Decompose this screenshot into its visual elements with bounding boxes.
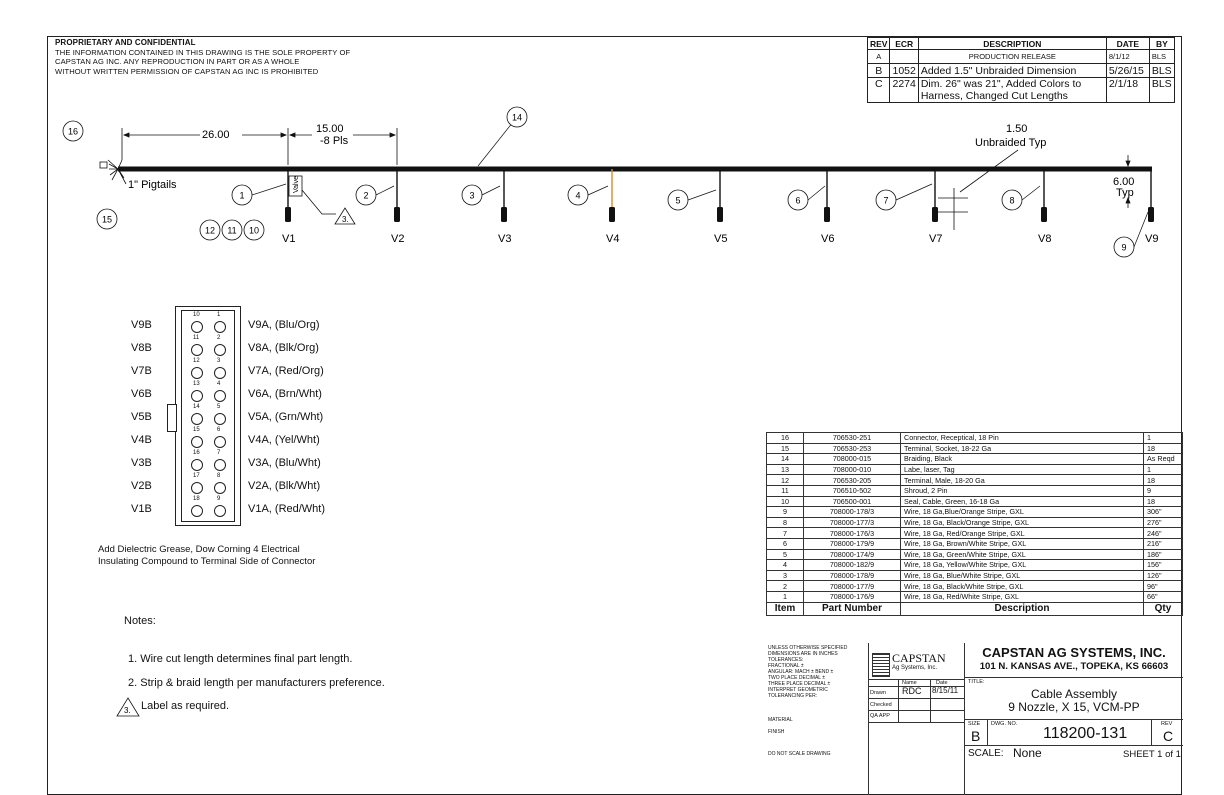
balloon-number: 4	[575, 190, 581, 201]
connector-diagram	[175, 306, 241, 526]
description-cell: Connector, Receptical, 18 Pin	[901, 433, 1144, 444]
date-cell: 2/1/18	[1106, 78, 1149, 103]
pin-label-left: V8B	[131, 342, 152, 354]
balloon-number: 3	[469, 190, 475, 201]
description-cell: Wire, 18 Ga, Black/White Stripe, GXL	[901, 581, 1144, 592]
item-cell: 11	[767, 485, 804, 496]
pin-socket	[191, 459, 203, 471]
balloon-leader	[588, 186, 608, 195]
item-cell: 16	[767, 433, 804, 444]
dwg-label: DWG. NO.	[991, 721, 1018, 727]
company-name: CAPSTAN AG SYSTEMS, INC.	[982, 645, 1166, 660]
bom-row	[767, 433, 1183, 444]
pin-number: 16	[193, 450, 200, 456]
part-number-cell: 706530-251	[804, 433, 901, 444]
tolerance-line: THREE PLACE DECIMAL ±	[768, 681, 831, 687]
grid-line	[868, 686, 964, 687]
balloon-number: 11	[227, 225, 237, 236]
drawing-title-1: Cable Assembly	[1030, 687, 1118, 701]
description-cell: Wire, 18 Ga, Blue/White Stripe, GXL	[901, 570, 1144, 581]
part-number-cell: 708000-178/3	[804, 507, 901, 518]
valve-label: V8	[1038, 233, 1052, 245]
desc-header: Description	[901, 602, 1144, 615]
pin-socket	[191, 344, 203, 356]
terminal-plug	[394, 207, 400, 222]
item-cell: 13	[767, 464, 804, 475]
approval-grid	[868, 679, 964, 736]
pigtail-fan	[108, 160, 126, 184]
pin-socket	[191, 413, 203, 425]
confidential-line: CAPSTAN AG INC. ANY REPRODUCTION IN PART OR AS A WHOLE	[55, 57, 300, 66]
connector-key	[167, 404, 177, 432]
bom-row	[767, 454, 1183, 465]
notes-title: Notes:	[124, 615, 156, 627]
desc-line: Dim. 26" was 21", Added Colors to	[920, 78, 1082, 90]
pin-socket	[214, 505, 226, 517]
ecr-cell: 1052	[890, 64, 918, 78]
part-number-cell: 706500-001	[804, 496, 901, 507]
pigtails-label: 1" Pigtails	[128, 179, 177, 191]
grid-line	[965, 745, 1183, 746]
tolerance-line: ANGULAR: MACH ± BEND ±	[768, 669, 834, 675]
pin-label-right: V9A, (Blu/Org)	[248, 319, 320, 331]
pin-number: 17	[193, 473, 200, 479]
item-cell: 14	[767, 454, 804, 465]
qty-cell: 1	[1144, 433, 1183, 444]
grease-line: Add Dielectric Grease, Dow Corning 4 Electrical	[98, 544, 300, 555]
bom-row	[767, 560, 1183, 571]
balloon-number: 10	[248, 225, 260, 236]
valve-tag-text: Valve	[293, 176, 300, 193]
item-cell: 15	[767, 443, 804, 454]
size-value: B	[971, 728, 981, 744]
date-header: DATE	[1106, 38, 1149, 50]
item-cell: 12	[767, 475, 804, 486]
connector-stub	[100, 162, 107, 168]
rev-cell: C	[868, 78, 890, 103]
qty-cell: 306"	[1144, 507, 1183, 518]
typ-value: 6.00	[1113, 176, 1135, 188]
valve-label: V5	[714, 233, 728, 245]
bom-row	[767, 485, 1183, 496]
part-number-cell: 708000-176/3	[804, 528, 901, 539]
terminal-plug	[285, 207, 291, 222]
dim-8pls: -8 Pls	[320, 135, 349, 147]
pin-number: 14	[193, 404, 200, 410]
bom-row	[767, 517, 1183, 528]
terminal-plug	[501, 207, 507, 222]
tolerance-line: TOLERANCES:	[768, 657, 804, 663]
flag-leader	[302, 190, 336, 214]
part-number-cell: 706530-253	[804, 443, 901, 454]
balloon-number: 16	[67, 126, 79, 137]
item-cell: 8	[767, 517, 804, 528]
description-cell: Wire, 18 Ga, Black/Orange Stripe, GXL	[901, 517, 1144, 528]
bill-of-materials	[766, 432, 1183, 616]
qty-cell: 276"	[1144, 517, 1183, 528]
rev-cell: B	[868, 64, 890, 78]
note-item: 1. Wire cut length determines final part length.	[128, 653, 353, 665]
bom-row	[767, 538, 1183, 549]
scale-value: None	[1013, 746, 1042, 760]
grid-line	[1151, 719, 1152, 745]
description-cell: Braiding, Black	[901, 454, 1144, 465]
pin-number: 2	[217, 335, 221, 341]
by-cell: BLS	[1149, 78, 1174, 103]
by-header: BY	[1149, 38, 1174, 50]
pin-label-left: V9B	[131, 319, 152, 331]
pin-socket	[191, 436, 203, 448]
part-number-cell: 708000-177/9	[804, 581, 901, 592]
pin-label-right: V2A, (Blk/Wht)	[248, 480, 321, 492]
desc-cell: Added 1.5" Unbraided Dimension	[918, 64, 1106, 78]
item-header: Item	[767, 602, 804, 615]
balloon-leader	[896, 184, 932, 200]
pin-label-left: V3B	[131, 457, 152, 469]
balloon-leader	[1022, 186, 1040, 200]
balloon-number: 15	[101, 214, 113, 225]
balloon-number: 5	[675, 195, 681, 206]
tolerance-line: FINISH	[768, 729, 785, 735]
description-cell: Wire, 18 Ga, Brown/White Stripe, GXL	[901, 538, 1144, 549]
qty-cell: 216"	[1144, 538, 1183, 549]
pin-socket	[191, 390, 203, 402]
qty-cell: 18	[1144, 475, 1183, 486]
connector-inner	[181, 310, 235, 522]
grease-note	[98, 544, 315, 568]
tolerance-line: DIMENSIONS ARE IN INCHES	[768, 651, 838, 657]
bom-row	[767, 475, 1183, 486]
pin-number: 1	[217, 312, 221, 318]
item-cell: 3	[767, 570, 804, 581]
pin-socket	[191, 321, 203, 333]
description-cell: Wire, 18 Ga, Green/White Stripe, GXL	[901, 549, 1144, 560]
branch-group	[282, 169, 1158, 245]
description-cell: Wire, 18 Ga, Red/Orange Stripe, GXL	[901, 528, 1144, 539]
valve-label: V3	[498, 233, 512, 245]
item-cell: 7	[767, 528, 804, 539]
description-header: DESCRIPTION	[918, 38, 1106, 50]
rev-header: REV	[868, 38, 890, 50]
part-number-cell: 708000-174/9	[804, 549, 901, 560]
balloon-leader	[808, 186, 825, 200]
terminal-plug	[1148, 207, 1154, 222]
drawn-name: RDC	[902, 686, 922, 696]
drawn-label: Drawn	[870, 690, 886, 696]
valve-label: V4	[606, 233, 620, 245]
logo-sub: Ag Systems, Inc.	[892, 665, 938, 671]
tolerance-line: DO NOT SCALE DRAWING	[768, 751, 831, 757]
bom-row	[767, 570, 1183, 581]
pin-label-left: V6B	[131, 388, 152, 400]
description-cell: Wire, 18 Ga,Blue/Orange Stripe, GXL	[901, 507, 1144, 518]
rev-label: REV	[1161, 721, 1173, 727]
part-number-cell: 708000-015	[804, 454, 901, 465]
qty-cell: 9	[1144, 485, 1183, 496]
ecr-cell: 2274	[890, 78, 918, 103]
drawn-date: 8/15/11	[932, 686, 959, 695]
tolerance-line: TWO PLACE DECIMAL ±	[768, 675, 826, 681]
company-logo	[872, 651, 964, 679]
balloon-number: 2	[363, 190, 369, 201]
valve-label: V2	[391, 233, 405, 245]
pin-number: 9	[217, 496, 221, 502]
item-cell: 1	[767, 591, 804, 602]
pin-number: 15	[193, 427, 200, 433]
grid-line	[898, 680, 899, 722]
pin-label-right: V3A, (Blu/Wht)	[248, 457, 321, 469]
ecr-header: ECR	[890, 38, 918, 50]
item-cell: 6	[767, 538, 804, 549]
bom-row	[767, 549, 1183, 560]
tolerance-line: FRACTIONAL ±	[768, 663, 804, 669]
description-cell: Wire, 18 Ga, Red/White Stripe, GXL	[901, 591, 1144, 602]
valve-label: V7	[929, 233, 943, 245]
grease-line: Insulating Compound to Terminal Side of Connector	[98, 556, 316, 567]
checked-label: Checked	[870, 702, 892, 708]
title-label: TITLE:	[968, 679, 985, 685]
rev-cell: A	[868, 50, 890, 64]
qty-cell: 66"	[1144, 591, 1183, 602]
terminal-plug	[1041, 207, 1047, 222]
pin-label-right: V7A, (Red/Org)	[248, 365, 324, 377]
terminal-plug	[824, 207, 830, 222]
date-cell: 5/26/15	[1106, 64, 1149, 78]
qty-cell: 18	[1144, 496, 1183, 507]
balloon-number: 9	[1121, 242, 1127, 253]
part-number-cell: 708000-182/9	[804, 560, 901, 571]
part-number-cell: 706530-205	[804, 475, 901, 486]
logo-main: CAPSTAN	[892, 651, 946, 665]
part-number-cell: 708000-178/9	[804, 570, 901, 581]
balloon-leader	[688, 190, 716, 200]
grid-line	[868, 698, 964, 699]
qty-cell: 1	[1144, 464, 1183, 475]
bom-header-row	[767, 602, 1183, 615]
date-cell: 8/1/12	[1106, 50, 1149, 64]
desc-cell: PRODUCTION RELEASE	[918, 50, 1106, 64]
confidential-line: THE INFORMATION CONTAINED IN THIS DRAWING IS THE SOLE PROPERTY OF	[55, 47, 351, 57]
part-number-cell: 708000-010	[804, 464, 901, 475]
description-cell: Shroud, 2 Pin	[901, 485, 1144, 496]
pin-number: 10	[193, 312, 200, 318]
bom-row	[767, 464, 1183, 475]
tolerance-line: TOLERANCING PER:	[768, 693, 818, 699]
dim-26: 26.00	[202, 129, 230, 141]
bom-row	[767, 496, 1183, 507]
balloon-number: 1	[239, 190, 245, 201]
pin-label-left: V2B	[131, 480, 152, 492]
pin-label-right: V1A, (Red/Wht)	[248, 503, 326, 515]
pin-socket	[214, 413, 226, 425]
pin-label-left: V4B	[131, 434, 152, 446]
pin-socket	[214, 459, 226, 471]
qty-cell: 18	[1144, 443, 1183, 454]
pin-number: 12	[193, 358, 200, 364]
terminal-plug	[932, 207, 938, 222]
bom-row	[767, 507, 1183, 518]
balloon-leader	[252, 184, 286, 195]
item-cell: 9	[767, 507, 804, 518]
bom-row	[767, 591, 1183, 602]
pin-socket	[214, 344, 226, 356]
balloon-number: 8	[1009, 195, 1015, 206]
valve-label: V9	[1145, 233, 1159, 245]
balloon-number: 12	[204, 225, 216, 236]
balloon-leader	[376, 186, 394, 195]
pin-socket	[214, 321, 226, 333]
pin-label-right: V6A, (Brn/Wht)	[248, 388, 322, 400]
qty-cell: 246"	[1144, 528, 1183, 539]
tolerance-line: INTERPRET GEOMETRIC	[768, 687, 828, 693]
by-cell: BLS	[1149, 64, 1174, 78]
pin-socket	[191, 505, 203, 517]
pin-number: 3	[217, 358, 221, 364]
note-item: 2. Strip & braid length per manufacturers preference.	[128, 677, 385, 689]
pin-socket	[191, 482, 203, 494]
note-flag-num: 3.	[124, 706, 131, 715]
description-cell: Terminal, Socket, 18-22 Ga	[901, 443, 1144, 454]
grid-line	[987, 719, 988, 745]
qty-header: Qty	[1144, 602, 1183, 615]
pin-number: 6	[217, 427, 221, 433]
pin-number: 11	[193, 335, 200, 341]
drawing-title-2: 9 Nozzle, X 15, VCM-PP	[1008, 700, 1140, 714]
sheet-number: SHEET 1 of 1	[1123, 749, 1181, 760]
qty-cell: 186"	[1144, 549, 1183, 560]
unbraided-label: Unbraided Typ	[975, 137, 1047, 149]
pin-label-right: V5A, (Grn/Wht)	[248, 411, 324, 423]
qa-label: QA APP	[870, 713, 890, 719]
pin-label-right: V4A, (Yel/Wht)	[248, 434, 320, 446]
pin-socket	[191, 367, 203, 379]
qty-cell: 126"	[1144, 570, 1183, 581]
terminal-plug	[717, 207, 723, 222]
desc-line: Harness, Changed Cut Lengths	[920, 90, 1068, 102]
part-number-cell: 708000-176/9	[804, 591, 901, 602]
part-number-cell: 708000-177/3	[804, 517, 901, 528]
bom-row	[767, 443, 1183, 454]
balloon-leader	[482, 186, 500, 195]
item-cell: 4	[767, 560, 804, 571]
bom-row	[767, 581, 1183, 592]
dim-15: 15.00	[316, 123, 344, 135]
qty-cell: As Reqd	[1144, 454, 1183, 465]
part-number-cell: 708000-179/9	[804, 538, 901, 549]
pin-number: 13	[193, 381, 200, 387]
bom-row	[767, 528, 1183, 539]
unbraided-value: 1.50	[1006, 123, 1028, 135]
balloon-number: 14	[511, 112, 523, 123]
item-cell: 2	[767, 581, 804, 592]
confidential-title: PROPRIETARY AND CONFIDENTIAL	[55, 38, 196, 47]
logo-icon	[872, 653, 890, 677]
pin-number: 8	[217, 473, 221, 479]
balloon-number: 7	[883, 195, 889, 206]
scale-label: SCALE:	[968, 748, 1004, 759]
grid-line	[965, 677, 1183, 678]
grid-line	[930, 680, 931, 722]
pin-number: 5	[217, 404, 221, 410]
pin-label-left: V1B	[131, 503, 152, 515]
description-cell: Wire, 18 Ga, Yellow/White Stripe, GXL	[901, 560, 1144, 571]
pin-socket	[214, 436, 226, 448]
pin-number: 18	[193, 496, 200, 502]
qty-cell: 156"	[1144, 560, 1183, 571]
tolerance-panel	[766, 643, 869, 795]
terminal-plug	[609, 207, 615, 222]
qty-cell: 96"	[1144, 581, 1183, 592]
title-panel	[964, 643, 1183, 795]
company-address: 101 N. KANSAS AVE., TOPEKA, KS 66603	[979, 661, 1169, 672]
note-item-flag: Label as required.	[141, 700, 230, 712]
pin-label-left: V7B	[131, 365, 152, 377]
rev-value: C	[1163, 728, 1174, 744]
tolerance-line: MATERIAL	[768, 717, 793, 723]
title-block	[766, 643, 1182, 795]
pin-number: 7	[217, 450, 221, 456]
grid-line	[868, 710, 964, 711]
drawing-number: 118200-131	[1043, 725, 1128, 742]
balloon-number: 6	[795, 195, 801, 206]
by-cell: BLS	[1149, 50, 1174, 64]
grid-line	[868, 722, 964, 723]
pin-label-left: V5B	[131, 411, 152, 423]
name-header: Name	[902, 680, 917, 686]
pin-socket	[214, 390, 226, 402]
item-cell: 5	[767, 549, 804, 560]
valve-label: V1	[282, 233, 296, 245]
pin-socket	[214, 367, 226, 379]
valve-label: V6	[821, 233, 835, 245]
description-cell: Seal, Cable, Green, 16-18 Ga	[901, 496, 1144, 507]
date-header: Date	[936, 680, 948, 686]
description-cell: Terminal, Male, 18-20 Ga	[901, 475, 1144, 486]
size-label: SIZE	[968, 721, 981, 727]
tolerance-line: UNLESS OTHERWISE SPECIFIED	[768, 645, 848, 651]
part-header: Part Number	[804, 602, 901, 615]
item-cell: 10	[767, 496, 804, 507]
description-cell: Labe, laser, Tag	[901, 464, 1144, 475]
note-flag-number: 3.	[342, 215, 349, 224]
confidential-line: WITHOUT WRITTEN PERMISSION OF CAPSTAN AG INC IS PROHIBITED	[55, 66, 319, 76]
typ-label: Typ	[1116, 187, 1134, 199]
pin-socket	[214, 482, 226, 494]
part-number-cell: 706510-502	[804, 485, 901, 496]
pin-label-right: V8A, (Blk/Org)	[248, 342, 319, 354]
pin-number: 4	[217, 381, 221, 387]
